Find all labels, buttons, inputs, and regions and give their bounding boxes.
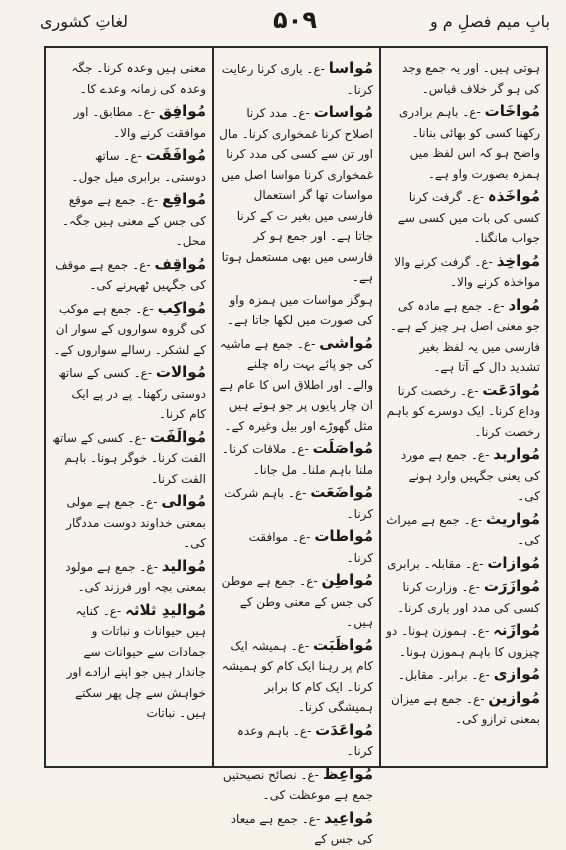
dictionary-entry <box>52 101 206 143</box>
entry-headword: مُوالیدِ ثلاثہ <box>125 600 206 619</box>
entry-headword: مُواطِن <box>321 571 373 589</box>
entry-definition: -ع۔ کسی کے ساتھ الفت کرنا۔ خوگر ہونا۔ باہم الفت کرنا۔ <box>52 430 206 486</box>
entry-definition: -ع۔ برابر۔ مقابل۔ <box>397 668 490 682</box>
dictionary-entry <box>386 186 540 249</box>
chapter-heading: بابِ میم فصلِ م و <box>429 12 550 31</box>
book-title: لغاتِ کشوری <box>40 12 129 31</box>
entry-definition: -ع۔ مدد کرنا اصلاح کرنا غمخواری کرنا۔ مال اور تن سے کسی کی مدد کرنا غمخواری کرنا مواسا اصل میں مواسات تھا گر استعمال فارسی میں بغیر ت کے کرنا جاتا ہے۔ اور جمع ہو کر فارسی میں بھی مستعمل ہوتا ہے۔ <box>219 106 373 284</box>
dictionary-entry <box>386 380 540 443</box>
entry-definition: -ع۔ وزارت کرنا کسی کی مدد اور یاری کرنا۔ <box>397 580 540 615</box>
entry-definition: -ع۔ جمع ہے میعاد کی جس کے <box>230 811 373 846</box>
dictionary-entry <box>52 189 206 252</box>
dictionary-entry <box>52 58 206 99</box>
entry-definition: -ع۔ ہموزن ہونا۔ دو چیزوں کا باہم ہموزن ہونا۔ <box>386 624 540 659</box>
column-left <box>52 58 206 760</box>
entry-headword: مُواقِف <box>154 254 206 273</box>
entry-headword: مُوالی <box>161 492 206 510</box>
entry-definition: -ع۔ باہم برادری رکھنا کسی کو بھائی بنانا۔ واضح ہو کہ اس لفظ میں ہمزہ بصورت واو ہے۔ <box>398 105 540 181</box>
dictionary-entry <box>52 254 206 296</box>
dictionary-entry <box>219 482 373 524</box>
dictionary-entry <box>386 101 540 184</box>
entry-definition: -ع۔ ملاقات کرنا۔ ملنا باہم ملنا۔ مل جانا۔ <box>222 442 373 477</box>
entry-headword: مُواضَعَت <box>310 483 373 501</box>
entry-definition: -ع۔ گرفت کرنے والا مواخذہ کرنے والا۔ <box>394 254 540 289</box>
dictionary-entry <box>52 427 206 490</box>
dictionary-entry <box>386 576 540 618</box>
dictionary-entry <box>219 526 373 568</box>
entry-definition: -ع۔ جمع ہے مولود بمعنی بچہ اور فرزند کی۔ <box>65 559 206 594</box>
entry-definition: -ع۔ موافقت کرنا۔ <box>248 530 373 565</box>
entry-definition: -ع۔ ساتھ دوستی۔ برابری میل جول۔ <box>71 149 206 184</box>
entry-definition: -ع۔ جمع ہے مورد کی یعنی جگہیں وارد ہونے کی۔ <box>400 448 540 503</box>
entry-headword: مُوازات <box>487 553 540 572</box>
dictionary-entry <box>219 720 373 762</box>
dictionary-entry <box>386 664 540 686</box>
dictionary-entry <box>52 298 206 361</box>
dictionary-entry <box>386 688 540 730</box>
entry-headword: مُوالات <box>155 363 206 381</box>
entry-definition: -ع۔ جمع ہے مولی بمعنی خداوند دوست مددگار کی۔ <box>66 495 206 550</box>
dictionary-entry <box>219 764 373 806</box>
entry-headword: مُواریث <box>486 509 540 528</box>
entry-headword: مُواعِید <box>324 808 373 827</box>
entry-headword: مُواکِب <box>157 298 206 317</box>
entry-definition: -ع۔ گرفت کرنا کسی کی بات میں کسی سے جواب مانگنا۔ <box>397 190 540 245</box>
column-right <box>386 58 540 760</box>
entry-headword: مُوادَعَت <box>482 380 540 399</box>
dictionary-entry <box>386 509 540 551</box>
entry-headword: مُوازَرَت <box>483 577 540 595</box>
column-divider <box>379 48 381 766</box>
entry-definition: -ع۔ کسی کے ساتھ دوستی رکھنا۔ پے در پے ایک کام کرنا۔ <box>58 366 206 421</box>
entry-headword: مُوافَقَت <box>145 146 206 164</box>
entry-definition: ہوگز مواسات میں ہمزہ واو کی صورت میں لکھا جاتا ہے۔ <box>226 292 373 327</box>
entry-headword: مُوافِق <box>158 102 206 120</box>
dictionary-entry <box>52 491 206 554</box>
entry-headword: مُواعَدَت <box>315 720 373 739</box>
entry-definition: -ع۔ جمع ہے موقع کی جس کے معنی ہیں جگہ۔ محل۔ <box>62 193 206 248</box>
dictionary-entry <box>52 362 206 425</box>
entry-headword: مُوازین <box>488 688 540 707</box>
entry-definition: -ع۔ جمع ہے موکب کی گروہ سواروں کے سوار ان کے لشکر۔ رسالے سواروں کے۔ <box>53 301 206 357</box>
entry-definition: ہوتی ہیں۔ اور یہ جمع وجد کی ہو گر خلاف قیاس۔ <box>401 61 540 96</box>
entry-headword: مُواخَذہ <box>487 187 540 205</box>
dictionary-entry <box>386 620 540 662</box>
page-number: ۵۰۹ <box>273 6 317 34</box>
entry-definition: -ع۔ جمع ہے مادہ کی جو معنی اصل ہر چیز کے ہے۔ فارسی میں یہ لفظ بغیر تشدید دال کے آتا ہے۔ <box>389 298 540 374</box>
entry-headword: مُواصَلَت <box>312 439 373 457</box>
dictionary-entry <box>386 295 540 378</box>
entry-definition: -ع۔ کنایہ ہیں حیوانات و نباتات و جمادات سے حیوانات سے جاندار ہیں جو اپنے ارادے اور خواہش سے چل پھر سکتے ہیں۔ نباتات <box>66 603 206 720</box>
page-header <box>40 6 550 44</box>
dictionary-entry <box>219 808 373 850</box>
dictionary-entry <box>386 553 540 575</box>
entry-headword: مُوالَفَت <box>149 427 206 446</box>
dictionary-entry <box>386 444 540 507</box>
dictionary-entry <box>52 600 206 724</box>
dictionary-entry <box>219 102 373 288</box>
entry-headword: مُواسا <box>328 59 373 77</box>
dictionary-entry <box>386 58 540 99</box>
entry-headword: مُواقِع <box>162 190 206 208</box>
entry-definition: -ع۔ مقابلہ۔ برابری <box>387 556 484 571</box>
entry-definition: -ع۔ رخصت کرنا وداع کرنا۔ ایک دوسرے کو باہم رخصت کرنا۔ <box>386 383 540 439</box>
entry-headword: مُواسات <box>313 103 373 121</box>
dictionary-entry <box>219 438 373 480</box>
dictionary-entry <box>219 333 373 437</box>
entry-definition: -ع۔ مطابق۔ اور موافقت کرنے والا۔ <box>73 105 206 140</box>
dictionary-entry <box>219 290 373 331</box>
dictionary-entry <box>386 251 540 293</box>
columns-frame <box>44 46 548 846</box>
entry-headword: مُوازی <box>493 665 540 683</box>
dictionary-entry <box>219 58 373 100</box>
entry-definition: -ع۔ باہم شرکت کرنا۔ <box>224 486 373 521</box>
entry-headword: مُواد <box>508 295 540 314</box>
entry-definition: -ع۔ جمع ہے ماشیہ کی جو پائے بہت راہ چلنے والے۔ اور اطلاق اس کا عام ہے ان چار پایوں پر جو ہوتے ہیں مثل گھوڑے اور بیل وغیرہ کے۔ <box>219 336 373 433</box>
entry-headword: مُواشی <box>319 333 373 352</box>
entry-headword: مُواطات <box>314 527 373 545</box>
entry-headword: مُواربد <box>493 445 540 463</box>
entry-definition: معنی ہیں وعدہ کرنا۔ جگہ وعدہ کی زمانہ وعدے کا۔ <box>71 61 206 96</box>
entry-definition: -ع۔ جمع ہے موقف کی جگہیں ٹھہرنے کی۔ <box>55 257 206 292</box>
dictionary-entry <box>219 635 373 718</box>
entry-headword: مُواخَات <box>484 102 540 120</box>
entry-headword: مُواعِظ <box>322 764 373 783</box>
entry-definition: -ع۔ یاری کرنا رعایت کرنا۔ <box>221 62 373 97</box>
entry-definition: -ع۔ جمع ہے میراث کی۔ <box>386 512 540 547</box>
dictionary-entry <box>52 145 206 187</box>
entry-definition: -ع۔ باہم وعدہ کرنا۔ <box>236 723 373 758</box>
column-divider <box>212 48 214 766</box>
entry-definition: -ع۔ جمع ہے میزان بمعنی ترازو کی۔ <box>390 691 540 726</box>
entry-definition: -ع۔ ہمیشہ ایک کام پر رہنا ایک کام کو ہمیشہ کرنا۔ ایک کام کا برابر ہمیشگی کرنا۔ <box>221 638 373 714</box>
entry-headword: مُوالید <box>161 556 206 575</box>
column-middle <box>219 58 373 846</box>
dictionary-entry <box>219 570 373 633</box>
entry-headword: مُواخِذ <box>496 251 540 270</box>
entry-headword: مُواظَبَت <box>313 635 373 654</box>
entry-definition: -ع۔ نصائح نصیحتیں جمع ہے موعظت کی۔ <box>222 767 373 802</box>
entry-headword: مُوازَنہ <box>493 621 540 639</box>
entry-definition: -ع۔ جمع ہے موطن کی جس کے معنی وطن کے ہیں۔ <box>221 574 373 629</box>
dictionary-entry <box>52 556 206 598</box>
